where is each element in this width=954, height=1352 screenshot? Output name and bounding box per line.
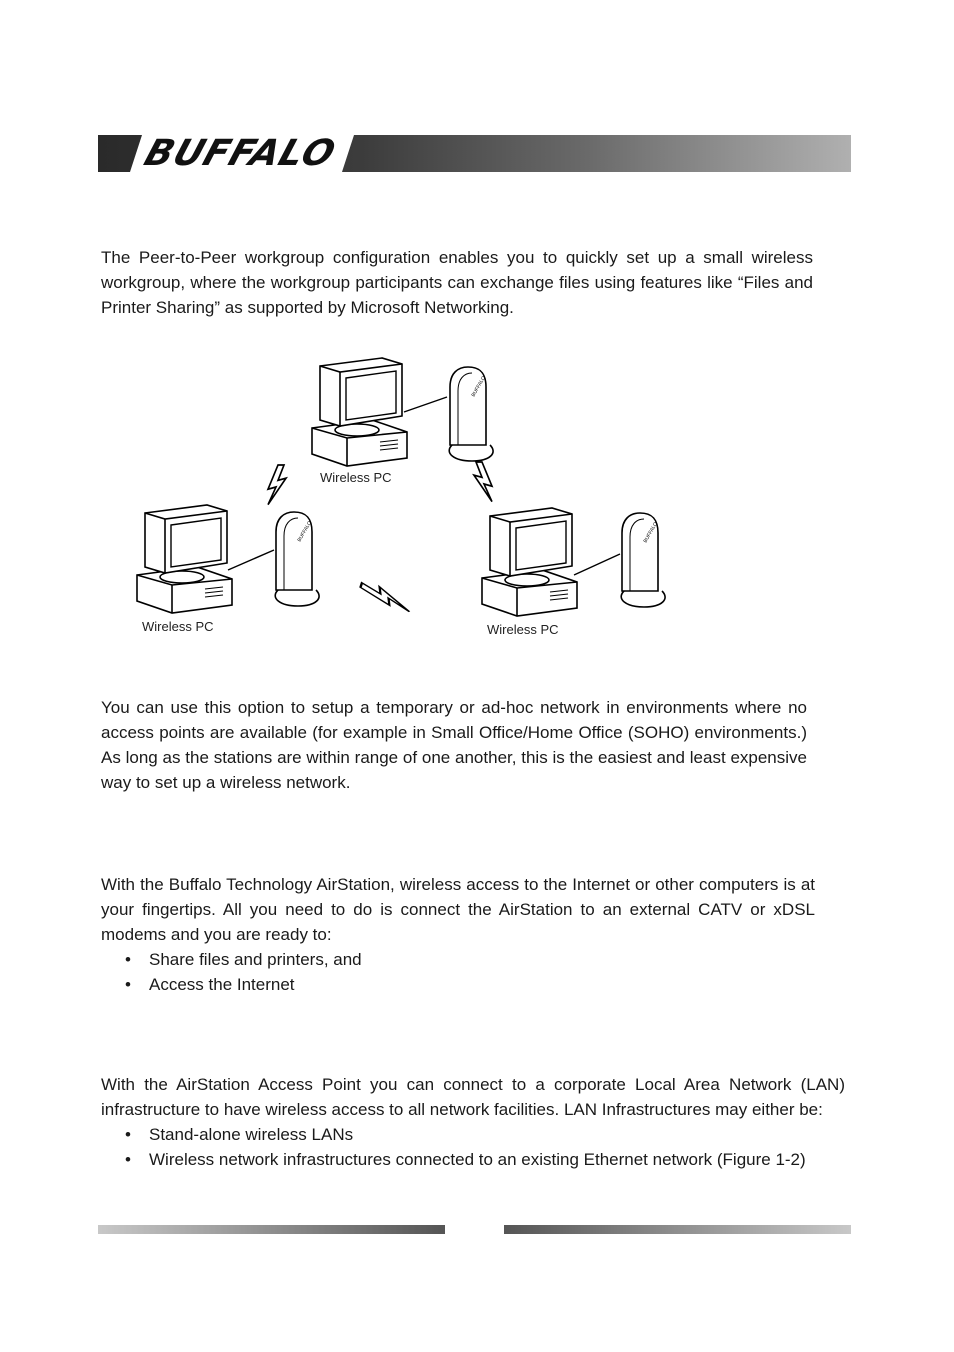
footer-bar-right <box>504 1225 851 1234</box>
peer-to-peer-diagram: BUFFALO <box>0 0 954 700</box>
lan-section <box>101 1072 845 1172</box>
access-point-right <box>621 513 665 607</box>
wireless-link-icon <box>474 462 492 502</box>
list-item: • Stand-alone wireless LANs <box>101 1122 845 1147</box>
access-point-top <box>449 367 493 461</box>
lan-paragraph: With the AirStation Access Point you can connect to a corporate Local Area Network (LAN) infrastructure to have wireless access to all network facilities. LAN Infrastructures may either be: <box>101 1075 845 1119</box>
list-item: • Wireless network infrastructures connected to an existing Ethernet network (Figure 1-2) <box>101 1147 845 1172</box>
wireless-link-icon <box>358 581 414 611</box>
footer-bar-left <box>98 1225 445 1234</box>
wireless-pc-top <box>312 358 407 466</box>
wireless-pc-right <box>482 508 577 616</box>
internet-section <box>101 872 815 997</box>
internet-paragraph: With the Buffalo Technology AirStation, wireless access to the Internet or other computers is at your fingertips. All you need to do is connect the AirStation to an external CATV or xDSL modems and you are ready to: <box>101 875 815 944</box>
logo-text: BUFFALO <box>139 133 342 174</box>
peer-to-peer-paragraph: The Peer-to-Peer workgroup configuration enables you to quickly set up a small wireless workgroup, where the workgroup participants can exchange files using features like “Files and Printer Sharing” as supported by Microsoft Networking. <box>101 248 813 317</box>
adhoc-paragraph: You can use this option to setup a temporary or ad-hoc network in environments where no access points are available (for example in Small Office/Home Office (SOHO) environments.) As long as the stations are within range of one another, this is the easiest and least expensive way to set up a wireless network. <box>101 698 807 792</box>
wireless-link-icon <box>268 465 286 505</box>
diagram-label-top: Wireless PC <box>320 470 392 485</box>
list-item: • Share files and printers, and <box>101 947 815 972</box>
diagram-label-right: Wireless PC <box>487 622 559 637</box>
list-item: • Access the Internet <box>101 972 815 997</box>
wireless-pc-left <box>137 505 232 613</box>
access-point-left <box>275 512 319 606</box>
diagram-label-left: Wireless PC <box>142 619 214 634</box>
